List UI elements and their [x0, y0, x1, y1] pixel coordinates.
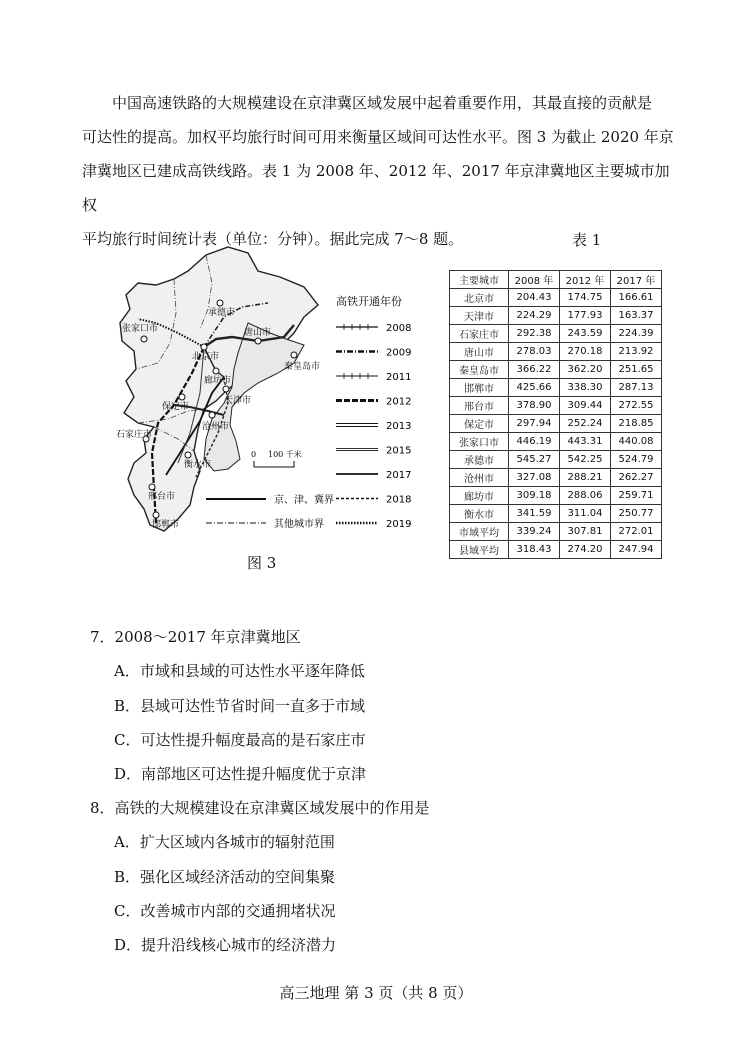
legend-year-label: 2017 [386, 470, 412, 481]
table-cell-value: 378.90 [509, 397, 560, 415]
legend-provincial-boundary: 京、津、冀界 [274, 495, 334, 506]
city-label-tangshan: 唐山市 [244, 328, 272, 338]
table-cell-value: 272.55 [611, 397, 662, 415]
city-marker [223, 386, 229, 392]
table-cell-city: 廊坊市 [450, 487, 509, 505]
table-cell-value: 545.27 [509, 451, 560, 469]
city-label-zhangjiakou: 张家口市 [122, 324, 159, 334]
table-cell-value: 287.13 [611, 379, 662, 397]
table-cell-value: 262.27 [611, 469, 662, 487]
table-cell-value: 366.22 [509, 361, 560, 379]
table-cell-city: 衡水市 [450, 505, 509, 523]
table-cell-city: 北京市 [450, 289, 509, 307]
legend-year-label: 2013 [386, 421, 412, 432]
q7-option-d: D．南部地区可达性提升幅度优于京津 [114, 765, 367, 783]
city-marker [291, 352, 297, 358]
scale-zero: 0 [251, 450, 257, 459]
table-cell-value: 174.75 [560, 289, 611, 307]
table-row [450, 379, 662, 397]
table-cell-value: 218.85 [611, 415, 662, 433]
table-header: 2008 年 [509, 271, 560, 289]
city-marker [153, 512, 159, 518]
city-marker [209, 412, 215, 418]
table-row [450, 289, 662, 307]
figure-caption: 图 3 [247, 554, 277, 572]
table-cell-value: 425.66 [509, 379, 560, 397]
city-label-chengde: 承德市 [208, 308, 236, 318]
table-cell-value: 297.94 [509, 415, 560, 433]
table-cell-value: 288.06 [560, 487, 611, 505]
city-label-beijing: 北京市 [192, 352, 220, 362]
table-row [450, 487, 662, 505]
legend-city-boundary: 其他城市界 [274, 519, 324, 530]
table-cell-value: 270.18 [560, 343, 611, 361]
table-cell-value: 524.79 [611, 451, 662, 469]
city-marker [179, 394, 185, 400]
table-cell-value: 443.31 [560, 433, 611, 451]
table-row [450, 505, 662, 523]
table-row [450, 541, 662, 559]
table-cell-value: 318.43 [509, 541, 560, 559]
table-cell-value: 224.29 [509, 307, 560, 325]
table-cell-city: 邢台市 [450, 397, 509, 415]
legend-year-label: 2019 [386, 519, 412, 530]
intro-line-1: 中国高速铁路的大规模建设在京津冀区域发展中起着重要作用，其最直接的贡献是 [112, 94, 653, 112]
city-marker [255, 338, 261, 344]
city-marker [149, 484, 155, 490]
intro-line-4: 平均旅行时间统计表（单位：分钟）。据此完成 7～8 题。 [82, 230, 464, 248]
table-cell-value: 204.43 [509, 289, 560, 307]
table-cell-city: 承德市 [450, 451, 509, 469]
table-cell-value: 177.93 [560, 307, 611, 325]
page-footer: 高三地理 第 3 页（共 8 页） [279, 984, 473, 1002]
city-label-cangzhou: 沧州市 [202, 422, 230, 432]
table-cell-value: 213.92 [611, 343, 662, 361]
q7-option-c: C．可达性提升幅度最高的是石家庄市 [114, 731, 366, 749]
city-label-tianjin: 天津市 [224, 396, 252, 406]
table-row [450, 361, 662, 379]
q7-option-b: B．县域可达性节省时间一直多于市域 [114, 697, 366, 715]
legend-year-label: 2018 [386, 494, 412, 506]
q7-stem: 7．2008～2017 年京津冀地区 [90, 628, 301, 646]
table-cell-city: 邯郸市 [450, 379, 509, 397]
table-header: 主要城市 [450, 271, 509, 289]
city-label-hengshui: 衡水市 [184, 460, 212, 470]
table-cell-city: 石家庄市 [450, 325, 509, 343]
intro-line-3: 津冀地区已建成高铁线路。表 1 为 2008 年、2012 年、2017 年京津冀地区主要城市加权 [82, 162, 670, 214]
city-label-baoding: 保定市 [162, 402, 190, 412]
city-marker [185, 452, 191, 458]
table-cell-value: 278.03 [509, 343, 560, 361]
table-cell-value: 311.04 [560, 505, 611, 523]
q8-option-d: D．提升沿线核心城市的经济潜力 [114, 936, 337, 954]
table-cell-city: 县域平均 [450, 541, 509, 559]
table-title: 表 1 [572, 231, 602, 249]
table-row [450, 415, 662, 433]
table-cell-value: 251.65 [611, 361, 662, 379]
table-cell-value: 163.37 [611, 307, 662, 325]
table-header: 2012 年 [560, 271, 611, 289]
table-cell-value: 247.94 [611, 541, 662, 559]
city-marker [141, 336, 147, 342]
q8-option-b: B．强化区域经济活动的空间集聚 [114, 868, 336, 886]
city-label-xingtai: 邢台市 [148, 492, 176, 502]
scale-bar [251, 449, 302, 467]
city-marker [213, 368, 219, 374]
travel-time-table [449, 270, 662, 559]
table-cell-city: 市域平均 [450, 523, 509, 541]
table-cell-value: 339.24 [509, 523, 560, 541]
table-cell-value: 327.08 [509, 469, 560, 487]
scale-label: 100 千米 [268, 450, 302, 459]
table-cell-value: 243.59 [560, 325, 611, 343]
table-cell-value: 309.18 [509, 487, 560, 505]
q7-option-a: A．市域和县域的可达性水平逐年降低 [114, 662, 365, 680]
table-cell-value: 288.21 [560, 469, 611, 487]
city-marker [201, 344, 207, 350]
table-cell-value: 166.61 [611, 289, 662, 307]
table-cell-value: 307.81 [560, 523, 611, 541]
table-row [450, 325, 662, 343]
table-cell-value: 224.39 [611, 325, 662, 343]
legend-year-label: 2011 [386, 372, 412, 383]
table-cell-city: 唐山市 [450, 343, 509, 361]
table-cell-value: 259.71 [611, 487, 662, 505]
table-cell-value: 440.08 [611, 433, 662, 451]
table-cell-value: 542.25 [560, 451, 611, 469]
legend-year-label: 2008 [386, 323, 412, 334]
table-row [450, 451, 662, 469]
table-header-row [450, 271, 662, 289]
city-label-qinhuangdao: 秦皇岛市 [284, 362, 321, 372]
railway-map [108, 243, 428, 543]
table-cell-value: 252.24 [560, 415, 611, 433]
legend-year-label: 2012 [386, 396, 412, 408]
table-row [450, 307, 662, 325]
legend-year-label: 2015 [386, 445, 412, 457]
table-cell-value: 309.44 [560, 397, 611, 415]
table-cell-city: 天津市 [450, 307, 509, 325]
city-label-langfang: 廊坊市 [204, 376, 232, 386]
table-cell-value: 292.38 [509, 325, 560, 343]
table-cell-city: 保定市 [450, 415, 509, 433]
table-row [450, 433, 662, 451]
table-row [450, 397, 662, 415]
legend-title: 高铁开通年份 [336, 295, 402, 308]
q8-option-a: A．扩大区域内各城市的辐射范围 [114, 833, 335, 851]
city-marker [217, 300, 223, 306]
table-cell-value: 274.20 [560, 541, 611, 559]
intro-line-2: 可达性的提高。加权平均旅行时间可用来衡量区域间可达性水平。图 3 为截止 2020 年京 [82, 128, 674, 146]
table-cell-value: 250.77 [611, 505, 662, 523]
table-cell-value: 338.30 [560, 379, 611, 397]
table-cell-city: 沧州市 [450, 469, 509, 487]
table-cell-value: 272.01 [611, 523, 662, 541]
table-cell-value: 446.19 [509, 433, 560, 451]
table-cell-value: 341.59 [509, 505, 560, 523]
table-cell-city: 张家口市 [450, 433, 509, 451]
table-row [450, 469, 662, 487]
city-label-shijiazhuang: 石家庄市 [116, 430, 153, 440]
legend-year-label: 2009 [386, 347, 412, 359]
table-row [450, 523, 662, 541]
q8-stem: 8．高铁的大规模建设在京津冀区域发展中的作用是 [90, 799, 430, 817]
table-row [450, 343, 662, 361]
table-cell-city: 秦皇岛市 [450, 361, 509, 379]
q8-option-c: C．改善城市内部的交通拥堵状况 [114, 902, 336, 920]
city-label-handan: 邯郸市 [152, 520, 180, 530]
table-cell-value: 362.20 [560, 361, 611, 379]
table-header: 2017 年 [611, 271, 662, 289]
